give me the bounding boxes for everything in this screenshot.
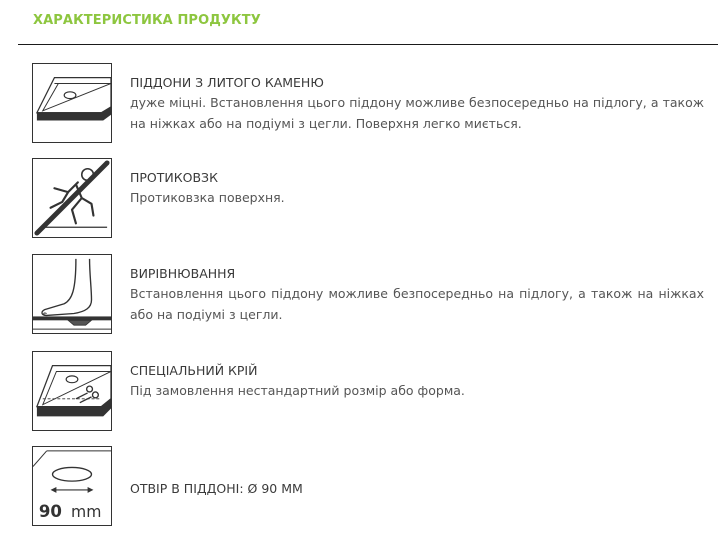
feature-item-cast-stone [32, 63, 712, 145]
feature-description: Під замовлення нестандартний розмір або форма. [130, 383, 465, 398]
feature-title: СПЕЦІАЛЬНИЙ КРІЙ [130, 363, 258, 378]
feature-description: дуже міцні. Встановлення цього піддону можливе безпосередньо на підлогу, а також на ніжках або на подіумі з цегли. Поверхня легко миється. [130, 95, 704, 131]
drain-size-unit: mm [71, 503, 102, 522]
drain-size-value: 90 [38, 502, 62, 522]
section-divider [18, 44, 718, 45]
feature-description: Встановлення цього піддону можливе безпосередньо на підлогу, а також на ніжках або на подіумі з цегли. [130, 286, 704, 322]
feature-title: ПРОТИКОВЗК [130, 170, 218, 185]
special-cut-icon [32, 351, 112, 431]
feature-item-drain-hole [32, 446, 712, 528]
feature-title: ОТВІР В ПІДДОНІ: Ø 90 ММ [130, 481, 303, 496]
leveling-foot-icon [32, 254, 112, 334]
cast-stone-tray-icon [32, 63, 112, 143]
feature-item-special-cut [32, 351, 712, 433]
feature-item-anti-slip [32, 158, 712, 240]
anti-slip-icon [32, 158, 112, 238]
drain-hole-icon [32, 446, 112, 526]
feature-item-leveling [32, 254, 712, 336]
feature-title: ВИРІВНЮВАННЯ [130, 266, 236, 281]
section-title: ХАРАКТЕРИСТИКА ПРОДУКТУ [33, 13, 261, 28]
feature-description: Протиковзка поверхня. [130, 190, 285, 205]
feature-title: ПІДДОНИ З ЛИТОГО КАМЕНЮ [130, 75, 324, 90]
